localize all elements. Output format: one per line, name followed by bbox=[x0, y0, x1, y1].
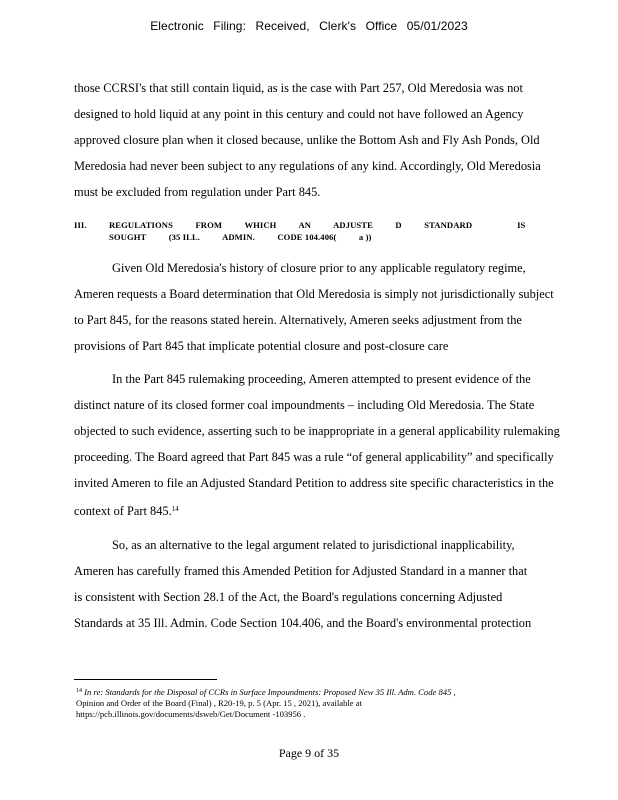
filing-header: Electronic Filing: Received, Clerk's Office 05/01/2023 bbox=[150, 19, 468, 33]
text-segment: context of Part 845. bbox=[74, 504, 172, 518]
text-line: provisions of Part 845 that implicate potential closure and post-closure care bbox=[74, 339, 449, 353]
footnote-url[interactable]: https://pcb.illinois.gov/documents/dsweb/Get/Document -103956 . bbox=[76, 709, 306, 719]
text-line: Standards at 35 Ill. Admin. Code Section 104.406, and the Board's environmental protection bbox=[74, 616, 532, 630]
text-line: proceeding. The Board agreed that Part 845 was a rule “of general applicability” and specifically bbox=[74, 450, 554, 464]
footnote bbox=[76, 686, 596, 720]
section-number: III. bbox=[74, 220, 87, 230]
text-line: to Part 845, for the reasons stated herein. Alternatively, Ameren seeks adjustment from the bbox=[74, 313, 522, 327]
text-line bbox=[74, 496, 604, 524]
text-line: approved closure plan when it closed because, unlike the Bottom Ash and Fly Ash Ponds, Old bbox=[74, 133, 540, 147]
footnote-line bbox=[76, 686, 596, 698]
text-line: distinct nature of its closed former coal impoundments – including Old Meredosia. The State bbox=[74, 398, 535, 412]
text-line: Meredosia had never been subject to any regulations of any kind. Accordingly, Old Meredosia bbox=[74, 159, 541, 173]
text-line: In the Part 845 rulemaking proceeding, Ameren attempted to present evidence of the bbox=[112, 372, 531, 386]
section-title-line-2: SOUGHT (35 ILL. ADMIN. CODE 104.406( a )) bbox=[109, 232, 372, 242]
paragraph-old-meredosia-liquid bbox=[74, 75, 604, 205]
footnote-case-title: In re: Standards for the Disposal of CCRs in Surface Impoundments: Proposed New 35 Ill. Adm. Code 845 , bbox=[84, 687, 456, 697]
footnote-number: 14 bbox=[76, 688, 82, 694]
paragraph-alternative-argument bbox=[74, 532, 604, 636]
text-line: designed to hold liquid at any point in this century and could not have followed an Agency bbox=[74, 107, 524, 121]
text-line: objected to such evidence, asserting such to be inappropriate in a general applicability rulemaking bbox=[74, 424, 560, 438]
text-line: Given Old Meredosia's history of closure prior to any applicable regulatory regime, bbox=[112, 261, 526, 275]
text-line: So, as an alternative to the legal argument related to jurisdictional inapplicability, bbox=[112, 538, 515, 552]
paragraph-board-determination bbox=[74, 255, 604, 359]
footnote-separator bbox=[74, 679, 217, 680]
paragraph-rulemaking-proceeding bbox=[74, 366, 604, 524]
section-title-line-1: REGULATIONS FROM WHICH AN ADJUSTE D STANDARD IS bbox=[109, 220, 526, 230]
text-line: invited Ameren to file an Adjusted Standard Petition to address site specific characteristics in the bbox=[74, 476, 554, 490]
footnote-reference[interactable]: 14 bbox=[171, 505, 179, 513]
text-line: Ameren requests a Board determination that Old Meredosia is simply not jurisdictionally subject bbox=[74, 287, 554, 301]
text-line: is consistent with Section 28.1 of the Act, the Board's regulations concerning Adjusted bbox=[74, 590, 503, 604]
page-number: Page 9 of 35 bbox=[278, 746, 340, 760]
text-line: Ameren has carefully framed this Amended Petition for Adjusted Standard in a manner that bbox=[74, 564, 528, 578]
text-line: must be excluded from regulation under Part 845. bbox=[74, 185, 321, 199]
text-line: those CCRSI's that still contain liquid, as is the case with Part 257, Old Meredosia was not bbox=[74, 81, 523, 95]
footnote-line: Opinion and Order of the Board (Final) , R20-19, p. 5 (Apr. 15 , 2021), available at bbox=[76, 698, 362, 708]
